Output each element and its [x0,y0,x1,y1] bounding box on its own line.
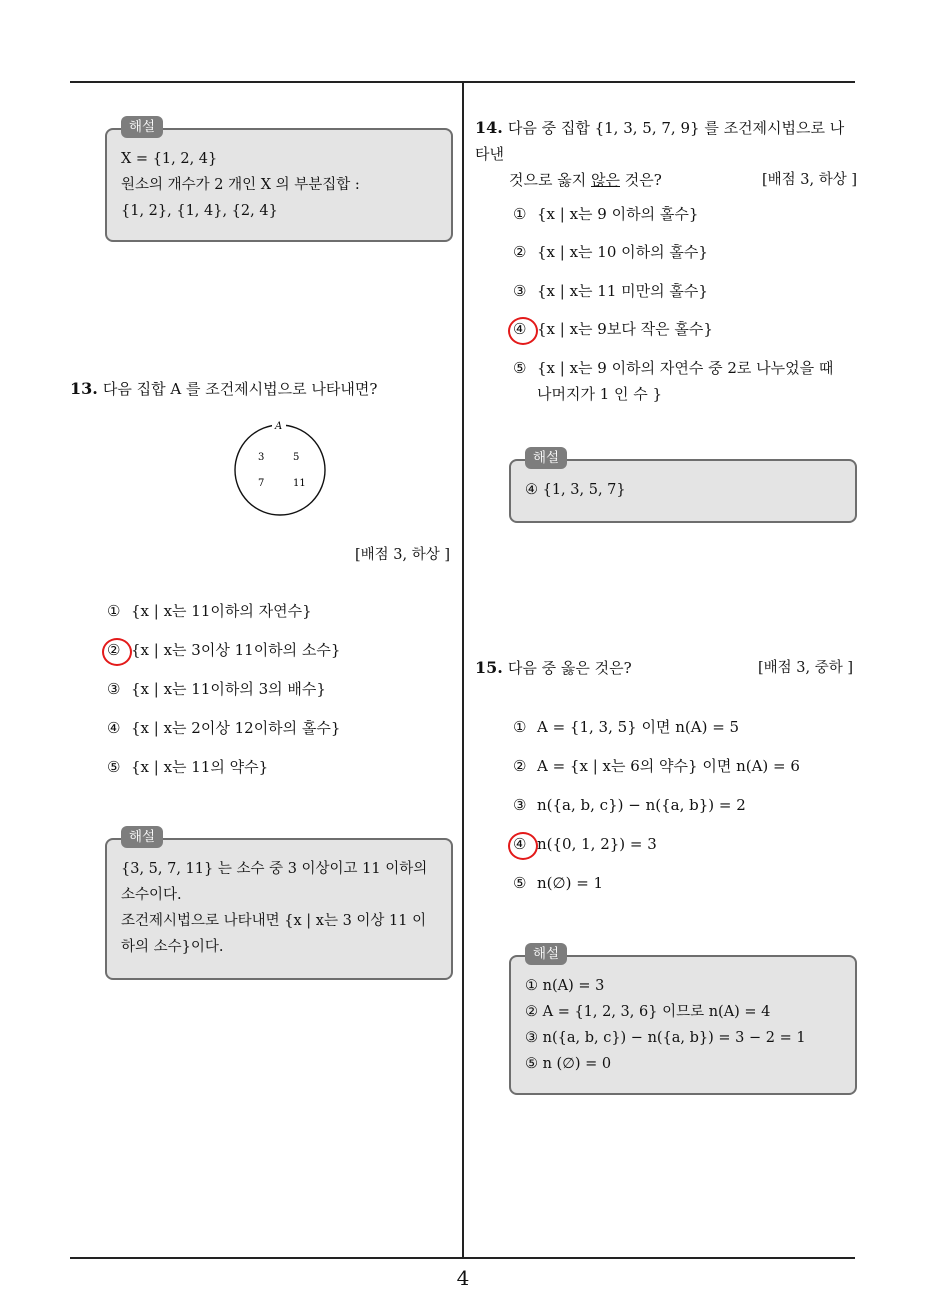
solution-line: ④ {1, 3, 5, 7} [525,482,626,498]
option-text: {x | x는 10 이하의 홀수} [537,243,708,261]
page-number: 4 [456,1266,470,1290]
option-text: A = {1, 3, 5} 이면 n(A) = 5 [537,718,740,736]
question-13 [70,376,455,402]
option-q14-1[interactable] [513,201,698,227]
venn-element: 7 [258,478,265,489]
option-mark: ④ [513,316,537,342]
option-mark: ② [513,243,527,261]
option-q13-3[interactable] [107,676,326,702]
bottom-rule [70,1257,855,1259]
option-mark: ③ [513,282,527,300]
option-q15-1[interactable] [513,714,739,740]
option-mark: ① [513,205,527,223]
question-text: 다음 중 집합 {1, 3, 5, 7, 9} 를 조건제시법으로 나타낸 [475,119,845,163]
question-text-underlined: 않은 [591,171,620,189]
option-text: n({0, 1, 2}) = 3 [537,835,657,853]
question-text: 다음 집합 A 를 조건제시법으로 나타내면? [102,380,378,398]
solution-line: 원소의 개수가 2 개인 X 의 부분집합 : [121,177,360,193]
question-text: 다음 중 옳은 것은? [507,659,632,677]
venn-set-label: A [275,421,283,432]
option-mark: ③ [513,796,527,814]
option-q15-5[interactable] [513,870,603,896]
question-number: 14. [475,118,503,137]
solution-tag: 해설 [525,447,567,469]
solution-line: 조건제시법으로 나타내면 {x | x는 3 이상 11 이하의 소수}이다. [121,913,427,955]
option-mark: ⑤ [107,758,121,776]
solution-line: ⑤ n (∅) = 0 [525,1056,612,1072]
option-mark: ⑤ [513,359,527,377]
venn-element: 3 [258,452,265,463]
option-text: {x | x는 11 미만의 홀수} [537,282,708,300]
solution-box-q14 [509,450,857,523]
score-label: [배점 3, 하상 ] [354,547,450,563]
solution-box-q13 [105,829,453,980]
question-text-line2 [475,167,857,193]
option-text: {x | x는 9 이하의 홀수} [537,205,699,223]
option-text: {x | x는 3이상 11이하의 소수} [131,641,341,659]
option-q14-2[interactable] [513,239,708,265]
option-mark: ④ [107,719,121,737]
option-q13-2[interactable] [107,637,340,663]
option-text-line2: 나머지가 1 인 수 } [537,385,663,403]
option-q14-5[interactable] [513,355,853,407]
column-divider [462,83,464,1257]
option-text: n({a, b, c}) − n({a, b}) = 2 [537,796,746,814]
question-number: 13. [70,379,98,398]
option-mark: ⑤ [513,874,527,892]
option-q13-5[interactable] [107,754,268,780]
venn-element: 11 [293,478,306,489]
option-q14-3[interactable] [513,278,708,304]
option-text: {x | x는 11의 약수} [131,758,269,776]
solution-line: {1, 2}, {1, 4}, {2, 4} [121,203,278,219]
option-text: {x | x는 11이하의 자연수} [131,602,312,620]
option-mark: ④ [513,831,537,857]
solution-box-q15 [509,946,857,1095]
option-mark: ② [107,637,131,663]
solution-tag: 해설 [121,116,163,138]
question-text: 것은? [619,171,662,189]
option-q13-4[interactable] [107,715,340,741]
option-text: {x | x는 2이상 12이하의 홀수} [131,719,341,737]
option-q13-1[interactable] [107,598,312,624]
solution-tag: 해설 [121,826,163,848]
solution-line: ② A = {1, 2, 3, 6} 이므로 n(A) = 4 [525,1004,771,1020]
question-15 [475,655,853,681]
option-mark: ③ [107,680,121,698]
option-q15-3[interactable] [513,792,746,818]
option-text: A = {x | x는 6의 약수} 이면 n(A) = 6 [537,757,800,775]
option-mark: ① [107,602,121,620]
question-14 [475,115,857,193]
option-text: n(∅) = 1 [537,874,604,892]
option-q15-2[interactable] [513,753,800,779]
option-text: {x | x는 11이하의 3의 배수} [131,680,326,698]
solution-line: X = {1, 2, 4} [121,151,218,167]
score-label: [배점 3, 중하 ] [757,660,853,676]
solution-box-q12 [105,119,453,242]
score-label: [배점 3, 하상 ] [761,172,857,188]
option-text: {x | x는 9보다 작은 홀수} [537,320,713,338]
option-text: {x | x는 9 이하의 자연수 중 2로 나누었을 때 [537,359,834,377]
score-q13 [250,541,450,568]
option-mark: ① [513,718,527,736]
option-q15-4[interactable] [513,831,657,857]
question-text: 것으로 옳지 [509,171,591,189]
solution-line: ① n(A) = 3 [525,978,605,994]
option-q14-4[interactable] [513,316,713,342]
venn-element: 5 [293,452,300,463]
solution-line: {3, 5, 7, 11} 는 소수 중 3 이상이고 11 이하의 소수이다. [121,861,428,903]
solution-tag: 해설 [525,943,567,965]
question-number: 15. [475,658,503,677]
venn-diagram [230,420,330,520]
option-mark: ② [513,757,527,775]
solution-line: ③ n({a, b, c}) − n({a, b}) = 3 − 2 = 1 [525,1030,806,1046]
